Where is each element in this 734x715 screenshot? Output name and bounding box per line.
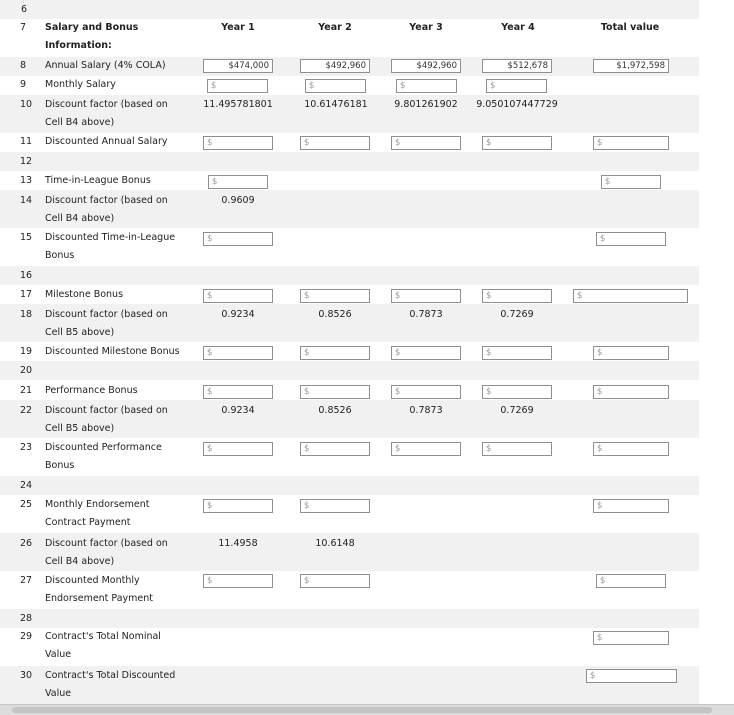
milestone-bonus-total-input[interactable]: $ — [573, 289, 688, 303]
milestone-discount-year2: 0.8526 — [318, 309, 352, 320]
milestone-bonus-year4-input[interactable]: $ — [482, 289, 552, 303]
row-number: 15 — [20, 232, 33, 243]
row-7-header — [0, 19, 699, 57]
row-number: 7 — [20, 22, 27, 33]
performance-bonus-year3-input[interactable]: $ — [391, 385, 461, 399]
row-20 — [0, 361, 699, 380]
row-label: Discounted Time-in-League — [45, 232, 176, 243]
row-28 — [0, 609, 699, 628]
performance-bonus-year2-input[interactable]: $ — [300, 385, 370, 399]
row-number: 30 — [20, 670, 33, 681]
annual-salary-total-input[interactable]: $1,972,598 — [593, 59, 669, 73]
endorsement-total-input[interactable]: $ — [593, 499, 669, 513]
discounted-performance-year4-input[interactable]: $ — [482, 442, 552, 456]
row-17 — [0, 285, 699, 304]
discounted-endorsement-year1-input[interactable]: $ — [203, 574, 273, 588]
row-label-cont: Endorsement Payment — [45, 593, 154, 604]
row-number: 19 — [20, 346, 33, 357]
row-number: 28 — [20, 613, 33, 624]
time-bonus-discount-year1: 0.9609 — [221, 195, 255, 206]
row-number: 26 — [20, 538, 33, 549]
row-label: Discount factor (based on — [45, 405, 168, 416]
row-label-cont: Value — [45, 688, 72, 699]
row-number: 11 — [20, 136, 33, 147]
annual-salary-year4-input[interactable]: $512,678 — [482, 59, 552, 73]
scrollbar-thumb[interactable] — [12, 707, 712, 713]
row-label-cont: Cell B5 above) — [45, 423, 115, 434]
monthly-salary-year1-input[interactable]: $ — [207, 79, 268, 93]
milestone-discount-year1: 0.9234 — [221, 309, 255, 320]
endorsement-year1-input[interactable]: $ — [203, 499, 273, 513]
row-label: Discount factor (based on — [45, 309, 168, 320]
row-10 — [0, 95, 699, 133]
row-number: 16 — [20, 270, 33, 281]
row-label: Milestone Bonus — [45, 289, 124, 300]
row-9 — [0, 76, 699, 95]
discounted-milestone-year4-input[interactable]: $ — [482, 346, 552, 360]
discount-factor-year1: 11.495781801 — [203, 99, 273, 110]
row-label-cont: Contract Payment — [45, 517, 131, 528]
col-header-year4: Year 4 — [501, 22, 535, 33]
discounted-performance-year3-input[interactable]: $ — [391, 442, 461, 456]
endorsement-discount-year2: 10.6148 — [315, 538, 355, 549]
row-6 — [0, 0, 699, 19]
discounted-salary-year3-input[interactable]: $ — [391, 136, 461, 150]
row-13 — [0, 171, 699, 190]
row-number: 12 — [20, 156, 33, 167]
milestone-bonus-year1-input[interactable]: $ — [203, 289, 273, 303]
performance-discount-year4: 0.7269 — [500, 405, 534, 416]
milestone-bonus-year3-input[interactable]: $ — [391, 289, 461, 303]
row-label: Discount factor (based on — [45, 99, 168, 110]
row-22 — [0, 400, 699, 438]
monthly-salary-year3-input[interactable]: $ — [396, 79, 457, 93]
row-label-cont: Bonus — [45, 460, 75, 471]
endorsement-discount-year1: 11.4958 — [218, 538, 258, 549]
discounted-salary-year2-input[interactable]: $ — [300, 136, 370, 150]
row-27 — [0, 571, 699, 609]
time-bonus-total-input[interactable]: $ — [601, 175, 661, 189]
row-label-cont: Cell B4 above) — [45, 213, 115, 224]
row-label: Monthly Endorsement — [45, 499, 150, 510]
row-number: 25 — [20, 499, 33, 510]
row-number: 9 — [20, 79, 27, 90]
milestone-bonus-year2-input[interactable]: $ — [300, 289, 370, 303]
monthly-salary-year2-input[interactable]: $ — [305, 79, 366, 93]
performance-bonus-year4-input[interactable]: $ — [482, 385, 552, 399]
row-26 — [0, 533, 699, 571]
row-19 — [0, 342, 699, 361]
row-label: Performance Bonus — [45, 385, 138, 396]
discounted-salary-year4-input[interactable]: $ — [482, 136, 552, 150]
annual-salary-year2-input[interactable]: $492,960 — [300, 59, 370, 73]
total-nominal-value-input[interactable]: $ — [593, 631, 669, 645]
annual-salary-year1-input[interactable]: $474,000 — [203, 59, 273, 73]
endorsement-year2-input[interactable]: $ — [300, 499, 370, 513]
discounted-performance-total-input[interactable]: $ — [593, 442, 669, 456]
discount-factor-year3: 9.801261902 — [394, 99, 458, 110]
discounted-milestone-total-input[interactable]: $ — [593, 346, 669, 360]
row-number: 21 — [20, 385, 33, 396]
row-number: 17 — [20, 289, 33, 300]
row-number: 27 — [20, 575, 33, 586]
row-label: Salary and Bonus — [45, 22, 139, 33]
row-label: Discounted Annual Salary — [45, 136, 168, 147]
row-number: 14 — [20, 195, 33, 206]
discounted-salary-total-input[interactable]: $ — [593, 136, 669, 150]
row-number: 22 — [20, 405, 33, 416]
discounted-performance-year1-input[interactable]: $ — [203, 442, 273, 456]
row-number: 8 — [20, 60, 27, 71]
discount-factor-year4: 9.050107447729 — [476, 99, 558, 110]
row-label: Discounted Milestone Bonus — [45, 346, 180, 357]
milestone-discount-year3: 0.7873 — [409, 309, 443, 320]
discounted-milestone-year2-input[interactable]: $ — [300, 346, 370, 360]
row-label: Discounted Performance — [45, 442, 162, 453]
row-number: 6 — [21, 4, 28, 15]
row-label: Contract's Total Nominal — [45, 631, 161, 642]
row-label: Discounted Monthly — [45, 575, 140, 586]
row-number: 24 — [20, 480, 33, 491]
milestone-discount-year4: 0.7269 — [500, 309, 534, 320]
discounted-endorsement-total-input[interactable]: $ — [596, 574, 666, 588]
discounted-salary-year1-input[interactable]: $ — [203, 136, 273, 150]
row-25 — [0, 495, 699, 533]
discount-factor-year2: 10.61476181 — [304, 99, 368, 110]
row-label: Monthly Salary — [45, 79, 116, 90]
row-label: Contract's Total Discounted — [45, 670, 176, 681]
row-number: 23 — [20, 442, 33, 453]
row-24 — [0, 476, 699, 495]
horizontal-scrollbar[interactable] — [0, 704, 734, 715]
col-header-year1: Year 1 — [221, 22, 255, 33]
col-header-total: Total value — [600, 22, 660, 33]
row-21 — [0, 381, 699, 400]
row-number: 13 — [20, 175, 33, 186]
performance-discount-year2: 0.8526 — [318, 405, 352, 416]
row-number: 18 — [20, 309, 33, 320]
row-23 — [0, 438, 699, 476]
row-14 — [0, 190, 699, 228]
discounted-milestone-year3-input[interactable]: $ — [391, 346, 461, 360]
row-label-cont: Value — [45, 649, 72, 660]
discounted-milestone-year1-input[interactable]: $ — [203, 346, 273, 360]
row-number: 29 — [20, 631, 33, 642]
row-30 — [0, 666, 699, 704]
time-bonus-year1-input[interactable]: $ — [208, 175, 268, 189]
performance-bonus-total-input[interactable]: $ — [593, 385, 669, 399]
row-label-cont: Information: — [45, 40, 112, 51]
row-number: 20 — [20, 365, 33, 376]
row-16 — [0, 266, 699, 285]
row-label-cont: Cell B4 above) — [45, 117, 115, 128]
row-label-cont: Cell B4 above) — [45, 556, 115, 567]
row-15 — [0, 228, 699, 266]
row-29 — [0, 628, 699, 666]
monthly-salary-year4-input[interactable]: $ — [486, 79, 547, 93]
row-label: Discount factor (based on — [45, 538, 168, 549]
row-label: Discount factor (based on — [45, 195, 168, 206]
total-discounted-value-input[interactable]: $ — [586, 669, 677, 683]
row-label-cont: Cell B5 above) — [45, 327, 115, 338]
row-label-cont: Bonus — [45, 250, 75, 261]
discounted-time-bonus-year1-input[interactable]: $ — [203, 232, 273, 246]
performance-discount-year3: 0.7873 — [409, 405, 443, 416]
row-11 — [0, 133, 699, 152]
row-label: Time-in-League Bonus — [45, 175, 151, 186]
discounted-time-bonus-total-input[interactable]: $ — [596, 232, 666, 246]
performance-bonus-year1-input[interactable]: $ — [203, 385, 273, 399]
row-number: 10 — [20, 99, 33, 110]
row-8 — [0, 57, 699, 76]
discounted-endorsement-year2-input[interactable]: $ — [300, 574, 370, 588]
row-label: Annual Salary (4% COLA) — [45, 60, 166, 71]
performance-discount-year1: 0.9234 — [221, 405, 255, 416]
discounted-performance-year2-input[interactable]: $ — [300, 442, 370, 456]
row-18 — [0, 304, 699, 342]
row-12 — [0, 152, 699, 171]
col-header-year3: Year 3 — [409, 22, 443, 33]
annual-salary-year3-input[interactable]: $492,960 — [391, 59, 461, 73]
col-header-year2: Year 2 — [318, 22, 352, 33]
